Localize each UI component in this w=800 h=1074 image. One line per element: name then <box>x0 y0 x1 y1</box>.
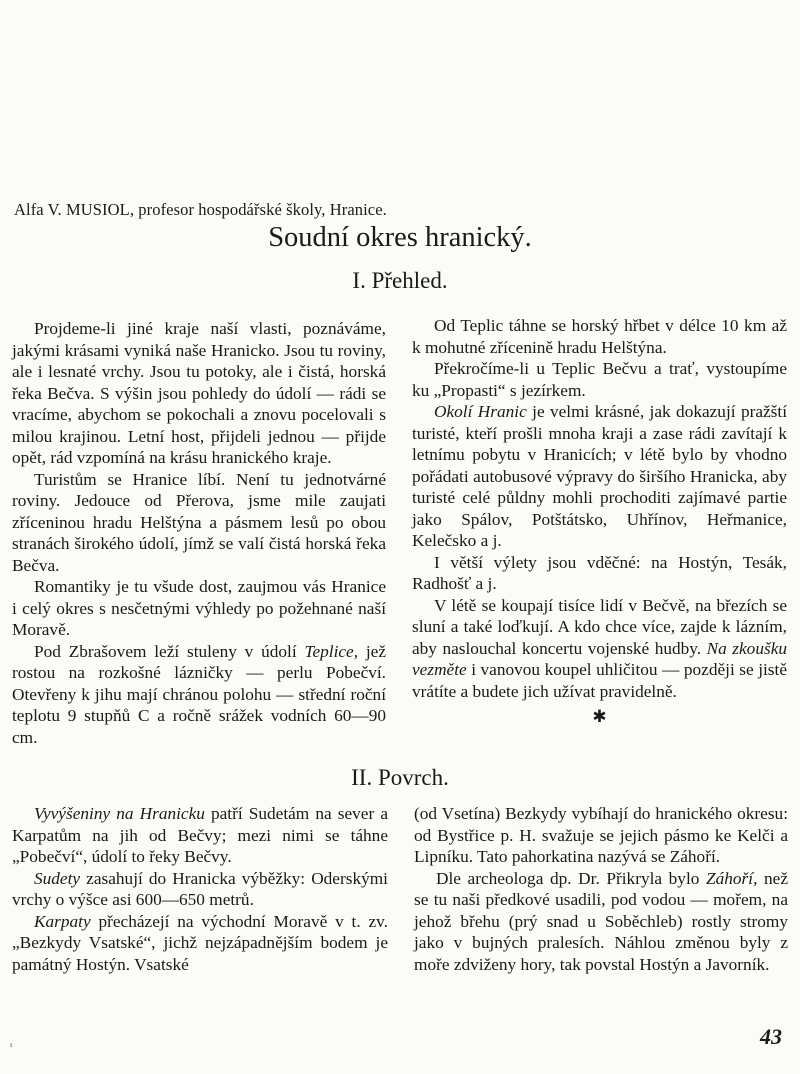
scan-speck: ı <box>10 1040 13 1049</box>
page-number: 43 <box>760 1024 782 1049</box>
italic-term: Teplice, <box>304 641 359 661</box>
italic-term: Okolí Hranic <box>434 402 527 421</box>
text-run: než se tu naši předkové usadili, pod vodou — mořem, na jehož břehu (prý snad u Soběchleb) rostly stromy jako v bujných pralesích. Náhlou změnou byly z moře zdviženy hory, tak povstal Hostýn a Javorník. <box>414 868 788 974</box>
paragraph: I větší výlety jsou vděčné: na Hostýn, Tesák, Radhošť a j. <box>412 552 787 593</box>
text-run: jež rostou na rozkošné lázničky — perlu Pobečví. Otevřeny k jihu mají chránou polohu — střední roční teplotu 9 stupňů C a ročně srážek vodních 60—90 cm. <box>12 641 386 747</box>
italic-term: Záhoří, <box>706 868 758 888</box>
italic-term: Karpaty <box>34 911 91 931</box>
paragraph <box>412 401 787 552</box>
section1-left-column <box>12 318 386 748</box>
author-line: Alfa V. MUSIOL, profesor hospodářské školy, Hranice. <box>14 200 387 219</box>
paragraph: Překročíme-li u Teplic Bečvu a trať, vystoupíme ku „Propasti“ s jezírkem. <box>412 359 787 400</box>
italic-term: Sudety <box>34 868 81 888</box>
paragraph <box>12 911 388 976</box>
paragraph: Romantiky je tu všude dost, zaujmou vás Hranice i celý okres s nesčetnými výhledy po požehnané naší Moravě. <box>12 577 386 639</box>
text-run: Pod Zbrašovem leží stuleny v údolí <box>34 641 305 661</box>
italic-term: Vyvýšeniny na Hranicku <box>34 804 205 823</box>
paragraph: Turistům se Hranice líbí. Není tu jednotvárné roviny. Jedouce od Přerova, jsme mile zaujati zříceninou hradu Helštýna a pásmem lesů po obou stranách širokého údolí, jímž se valí čistá horská řeka Bečva. <box>12 469 386 575</box>
section-heading-povrch: II. Povrch. <box>351 765 449 790</box>
article-title: Soudní okres hranický. <box>268 222 532 253</box>
text-run: V létě se koupají tisíce lidí v Bečvě, na březích se sluní a také loďkují. A kdo chce více, zajde k lázním, aby naslouchal koncertu vojenské hudby. <box>412 595 787 658</box>
paragraph <box>12 641 386 749</box>
paragraph <box>12 868 388 911</box>
section2-left-column <box>12 803 388 975</box>
asterisk-ornament-icon: ✱ <box>592 707 607 726</box>
paragraph: (od Vsetína) Bezkydy vybíhají do hranického okresu: od Bystřice p. H. svažuje se jejich pásmo ke Kelči a Lipníku. Tato pahorkatina nazývá se Záhoří. <box>414 804 788 866</box>
text-run: zasahují do Hranicka výběžky: Oderskými vrchy o výšce asi 600—650 metrů. <box>12 868 388 909</box>
text-run: patří Sudetám na sever a Karpatům na jih od Bečvy; mezi nimi se táhne „Pobečví“, údolí to řeky Bečvy. <box>12 804 388 866</box>
section1-right-column <box>412 315 787 728</box>
section2-right-column <box>414 803 788 975</box>
text-run: je velmi krásné, jak dokazují pražští turisté, kteří prošli mnoha kraji a zase rádi zavítají k letnímu pobytu v Hranicích; v létě bylo by vhodno pořádati autobusové výpravy do širšího Hranicka, aby turisté celé půldny mohli prochoditi zajímavé partie jako Spálov, Potštátsko, Uhřínov, Heřmanice, Kelečsko a j. <box>412 402 788 550</box>
paragraph <box>12 803 388 868</box>
paragraph: Projdeme-li jiné kraje naší vlasti, poznáváme, jakými krásami vyniká naše Hranicko. Jsou tu roviny, ale i lesnaté vrchy. Jsou tu potoky, ale i čistá, horská řeka Bečva. S výšin jsou pohledy do údolí — rádi se vracíme, abychom se pokochali a znovu pocelovali s milou krajinou. Letní host, přijdeli jednou — přijde opět, rád vzpomíná na krásu hranického kraje. <box>12 319 386 467</box>
paragraph <box>412 595 787 703</box>
section-heading-prehled: I. Přehled. <box>352 268 448 293</box>
italic-term: Na zkoušku vezměte <box>412 638 787 679</box>
paragraph <box>414 868 788 976</box>
paragraph: Od Teplic táhne se horský hřbet v délce 10 km až k mohutné zřícenině hradu Helštýna. <box>412 316 787 357</box>
text-run: Dle archeologa dp. Dr. Přikryla bylo <box>436 868 707 888</box>
text-run: přecházejí na východní Moravě v t. zv. „Bezkydy Vsatské“, jichž nejzápadnějším bodem je památný Hostýn. Vsatské <box>12 911 388 974</box>
text-run: i vanovou koupel uhličitou — později se jistě vrátíte a budete jich užívat pravidelně. <box>412 660 787 701</box>
